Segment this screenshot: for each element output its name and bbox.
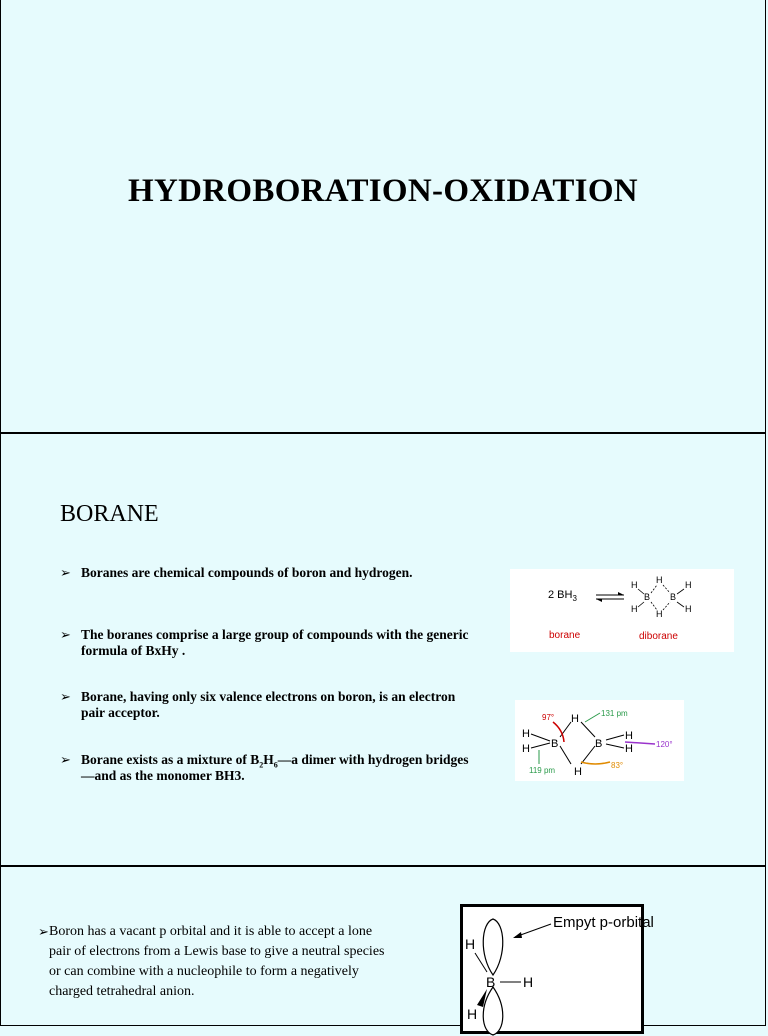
bullet-text: Boranes are chemical compounds of boron and hydrogen. (81, 565, 413, 580)
reactant-label: 2 $BH_3$ (548, 589, 577, 603)
svg-text:H: H (523, 974, 534, 990)
arrow-bullet-icon: ➢ (38, 924, 49, 939)
svg-text:H: H (522, 728, 530, 740)
angle-120: 120° (656, 740, 673, 749)
bullet-item (60, 627, 475, 659)
svg-text:H: H (522, 743, 530, 755)
svg-text:B: B (486, 974, 496, 990)
orbital-lobe-upper (483, 919, 503, 975)
slide-title: HYDROBORATION-OXIDATION (128, 173, 638, 209)
arrow-head-icon (513, 932, 522, 938)
bullet-text: Borane, having only six valence electrons on boron, is an electron pair acceptor. (81, 689, 456, 720)
borane-diborane-figure (510, 569, 734, 652)
bond-131pm: 131 pm (601, 709, 628, 718)
title-slide (0, 0, 766, 433)
svg-text:B: B (551, 738, 559, 750)
svg-text:H: H (571, 713, 579, 725)
bond-119pm: 119 pm (529, 766, 556, 775)
arrow-bullet-icon: ➢ (60, 752, 71, 767)
paragraph (38, 922, 388, 1002)
bullet-item (60, 689, 475, 721)
borane-label: borane (549, 630, 581, 641)
svg-text:H: H (467, 1006, 478, 1022)
svg-text:H: H (685, 604, 692, 614)
p-orbital-slide (0, 866, 766, 1026)
svg-text:H: H (465, 936, 476, 952)
svg-text:H: H (574, 766, 582, 778)
arrow-bullet-icon: ➢ (60, 565, 71, 580)
svg-text:B: B (595, 738, 603, 750)
p-orbital-figure (460, 904, 654, 1034)
arrow-bullet-icon: ➢ (60, 627, 71, 642)
svg-text:H: H (656, 575, 663, 585)
bullet-text: The boranes comprise a large group of compounds with the generic formula of BxHy . (81, 627, 469, 658)
diborane-structure (631, 575, 692, 619)
svg-text:H: H (625, 730, 633, 742)
slide-heading: BORANE (60, 501, 159, 527)
equilibrium-arrow-icon (596, 592, 624, 602)
orbital-lobe-lower (483, 987, 503, 1035)
angle-83: 83° (611, 761, 624, 770)
bullet-item (60, 565, 475, 581)
svg-text:B: B (670, 592, 677, 602)
svg-text:B: B (644, 592, 651, 602)
diborane-label: diborane (639, 631, 678, 642)
arrow-bullet-icon: ➢ (60, 689, 71, 704)
svg-text:H: H (631, 604, 638, 614)
svg-text:H: H (625, 743, 633, 755)
geometry-bonds (531, 722, 624, 764)
svg-text:H: H (631, 580, 638, 590)
empty-p-orbital-label: Empyt p-orbital (553, 914, 654, 931)
bullet-text: Borane exists as a mixture of $B_2H_6—a$ dimer with hydrogen bridges—and as the monomer BH3. (81, 752, 469, 783)
diborane-geometry-figure (515, 700, 684, 781)
bullet-item (60, 752, 475, 784)
angle-97: 97° (542, 713, 555, 722)
paragraph-text: Boron has a vacant p orbital and it is able to accept a lone pair of electrons from a Lewis base to give a neutral species or can combine with a nucleophile to form a negatively charged tetrahedral anion. (49, 924, 385, 999)
borane-slide (0, 433, 766, 866)
svg-text:H: H (685, 580, 692, 590)
svg-text:H: H (656, 609, 663, 619)
